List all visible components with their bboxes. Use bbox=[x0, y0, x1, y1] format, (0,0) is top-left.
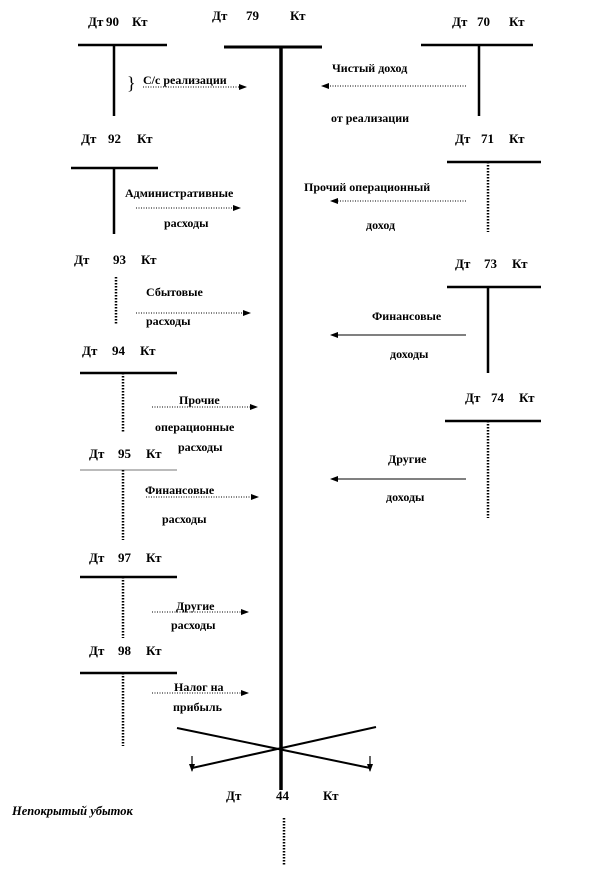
account-79 bbox=[212, 8, 322, 790]
flow-other-expenses bbox=[152, 599, 248, 632]
net-income-label-1: Чистый доход bbox=[332, 61, 408, 75]
account-92-number: 92 bbox=[108, 131, 121, 146]
account-74-number: 74 bbox=[491, 390, 504, 405]
account-97-dt: Дт bbox=[89, 550, 105, 565]
account-73-dt: Дт bbox=[455, 256, 471, 271]
account-74 bbox=[445, 390, 541, 518]
flow-selling-expenses bbox=[136, 285, 250, 328]
account-74-kt: Кт bbox=[519, 390, 535, 405]
cost-of-sales-label: С/с реализации bbox=[143, 73, 227, 87]
account-90-number: 90 bbox=[106, 14, 119, 29]
account-98-number: 98 bbox=[118, 643, 131, 658]
brace-symbol: } bbox=[127, 73, 136, 93]
account-93-number: 93 bbox=[113, 252, 126, 267]
account-44 bbox=[226, 788, 339, 866]
account-92-kt: Кт bbox=[137, 131, 153, 146]
account-73-number: 73 bbox=[484, 256, 497, 271]
account-98-dt: Дт bbox=[89, 643, 105, 658]
account-70-dt: Дт bbox=[452, 14, 468, 29]
financial-income-label-2: доходы bbox=[390, 347, 429, 361]
account-94-dt: Дт bbox=[82, 343, 98, 358]
other-operating-income-label-1: Прочий операционный bbox=[304, 180, 431, 194]
account-94-kt: Кт bbox=[140, 343, 156, 358]
account-93 bbox=[74, 252, 157, 325]
account-70-number: 70 bbox=[477, 14, 490, 29]
other-operating-expenses-label-3: расходы bbox=[178, 440, 223, 454]
account-93-kt: Кт bbox=[141, 252, 157, 267]
other-operating-expenses-label-1: Прочие bbox=[179, 393, 220, 407]
flow-profit-tax bbox=[152, 680, 248, 714]
account-79-dt: Дт bbox=[212, 8, 228, 23]
flow-cost-of-sales bbox=[127, 73, 246, 93]
profit-tax-label-1: Налог на bbox=[174, 680, 224, 694]
account-92-dt: Дт bbox=[81, 131, 97, 146]
other-income-label-1: Другие bbox=[388, 452, 427, 466]
account-79-number: 79 bbox=[246, 8, 259, 23]
account-44-kt: Кт bbox=[323, 788, 339, 803]
account-70 bbox=[421, 14, 533, 116]
flow-admin-expenses bbox=[125, 186, 240, 230]
account-71-number: 71 bbox=[481, 131, 494, 146]
account-44-dt: Дт bbox=[226, 788, 242, 803]
account-98-kt: Кт bbox=[146, 643, 162, 658]
account-98 bbox=[80, 643, 177, 746]
account-97-kt: Кт bbox=[146, 550, 162, 565]
account-73-kt: Кт bbox=[512, 256, 528, 271]
account-90-kt: Кт bbox=[132, 14, 148, 29]
financial-expenses-label-1: Финансовые bbox=[145, 483, 215, 497]
selling-expenses-label-2: расходы bbox=[146, 314, 191, 328]
flow-financial-expenses bbox=[145, 483, 258, 526]
account-73 bbox=[447, 256, 541, 373]
account-97 bbox=[80, 550, 177, 638]
net-income-label-2: от реализации bbox=[331, 111, 410, 125]
account-94-number: 94 bbox=[112, 343, 125, 358]
flow-other-income bbox=[331, 452, 466, 504]
account-90 bbox=[78, 14, 167, 116]
flow-other-operating-income bbox=[304, 180, 466, 232]
account-90-dt: Дт bbox=[88, 14, 104, 29]
admin-expenses-label-2: расходы bbox=[164, 216, 209, 230]
account-93-dt: Дт bbox=[74, 252, 90, 267]
profit-tax-label-2: прибыль bbox=[173, 700, 222, 714]
account-44-number: 44 bbox=[276, 788, 289, 803]
flow-financial-income bbox=[331, 309, 466, 361]
account-71 bbox=[447, 131, 541, 232]
flow-net-income bbox=[322, 61, 466, 125]
other-expenses-label-1: Другие bbox=[176, 599, 215, 613]
other-operating-income-label-2: доход bbox=[366, 218, 396, 232]
financial-income-label-1: Финансовые bbox=[372, 309, 442, 323]
account-74-dt: Дт bbox=[465, 390, 481, 405]
closing-cross bbox=[177, 727, 376, 771]
other-expenses-label-2: расходы bbox=[171, 618, 216, 632]
uncovered-loss-label: Непокрытый убыток bbox=[12, 804, 133, 818]
account-97-number: 97 bbox=[118, 550, 131, 565]
account-79-kt: Кт bbox=[290, 8, 306, 23]
other-income-label-2: доходы bbox=[386, 490, 425, 504]
financial-expenses-label-2: расходы bbox=[162, 512, 207, 526]
flow-other-operating-expenses bbox=[152, 393, 257, 454]
account-71-dt: Дт bbox=[455, 131, 471, 146]
account-95-kt: Кт bbox=[146, 446, 162, 461]
account-71-kt: Кт bbox=[509, 131, 525, 146]
account-95-dt: Дт bbox=[89, 446, 105, 461]
selling-expenses-label-1: Сбытовые bbox=[146, 285, 203, 299]
other-operating-expenses-label-2: операционные bbox=[155, 420, 235, 434]
account-70-kt: Кт bbox=[509, 14, 525, 29]
admin-expenses-label-1: Административные bbox=[125, 186, 234, 200]
account-95-number: 95 bbox=[118, 446, 131, 461]
account-92 bbox=[71, 131, 158, 234]
